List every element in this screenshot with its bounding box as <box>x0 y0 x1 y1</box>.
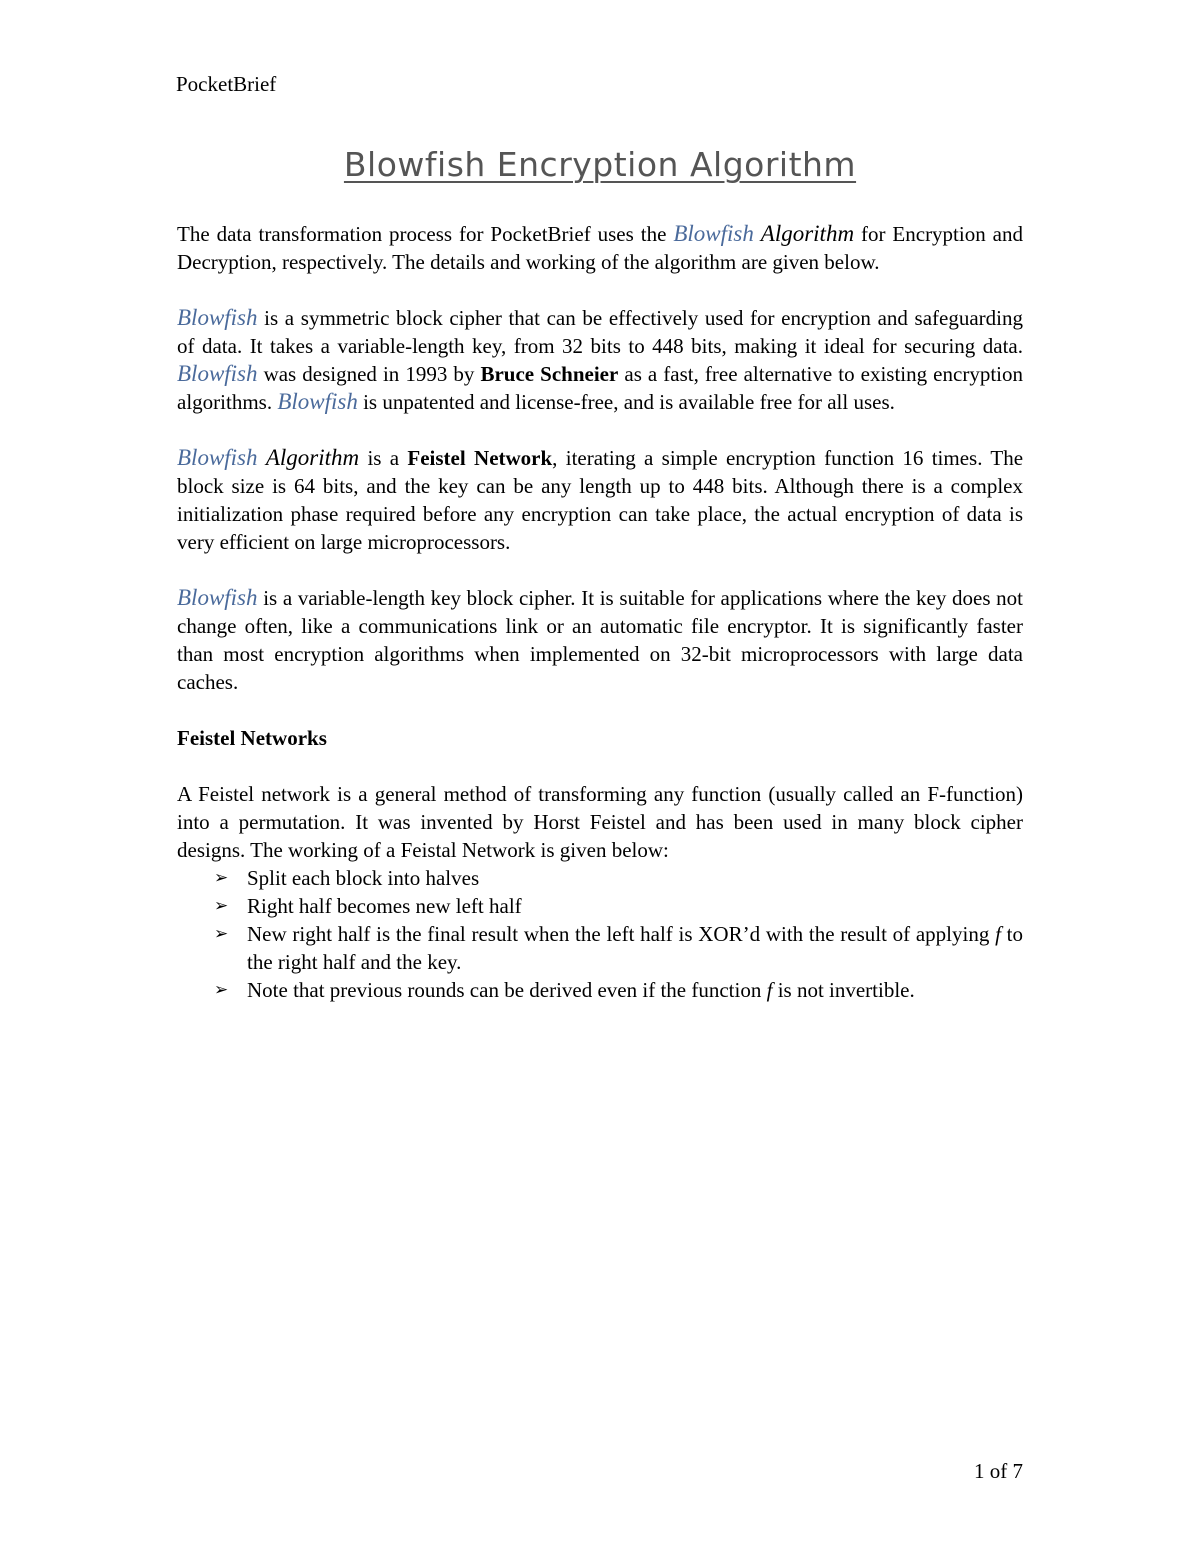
list-item-text: Right half becomes new left half <box>247 894 522 918</box>
list-item-text: New right half is the final result when the left half is XOR’d with the result of applying <box>247 922 996 946</box>
blowfish-term: Blowfish <box>177 585 258 610</box>
intro-text-2: for Encryption and Decryption, respectively. The details and working of the algorithm are given below. <box>177 222 1023 274</box>
overview-text-2: was designed in 1993 by <box>257 362 481 386</box>
arrow-bullet-icon: ➢ <box>214 924 229 944</box>
blowfish-overview-paragraph <box>177 304 1023 416</box>
list-item-text: Note that previous rounds can be derived even if the function <box>247 978 767 1002</box>
list-item <box>177 864 1023 892</box>
algorithm-term: Algorithm <box>265 445 360 470</box>
blowfish-term: Blowfish <box>673 221 754 246</box>
list-item-text: is not invertible. <box>772 978 915 1002</box>
function-symbol: f <box>766 978 773 1002</box>
function-symbol: f <box>995 922 1001 946</box>
list-item-text: Split each block into halves <box>247 866 480 890</box>
blowfish-term: Blowfish <box>177 445 258 470</box>
feistel-paragraph: A Feistel network is a general method of transforming any function (usually called an F-function) into a permutation. It was invented by Horst Feistel and has been used in many block cipher designs. The working of a Feistal Network is given below: <box>177 782 1023 862</box>
feistel-steps-list <box>177 864 1023 1004</box>
arrow-bullet-icon: ➢ <box>214 980 229 1000</box>
intro-paragraph <box>177 220 1023 276</box>
intro-text-1: The data transformation process for PocketBrief uses the <box>177 222 674 246</box>
blowfish-term: Blowfish <box>277 389 358 414</box>
overview-text-4: is unpatented and license-free, and is available free for all uses. <box>357 390 895 414</box>
key-cipher-paragraph <box>177 584 1023 696</box>
section-heading-feistel-networks: Feistel Networks <box>177 726 327 750</box>
feistel-summary-paragraph <box>177 444 1023 556</box>
summary-text-1: is a <box>359 446 408 470</box>
overview-text-3: as a fast, free alternative to existing encryption algorithms. <box>177 362 1023 414</box>
overview-text-1: is a symmetric block cipher that can be effectively used for encryption and safeguarding of data. It takes a variable-length key, from 32 bits to 448 bits, making it ideal for securing data. <box>177 306 1023 358</box>
key-cipher-text: is a variable-length key block cipher. It is suitable for applications where the key does not change often, like a communications link or an automatic file encryptor. It is significantly faster than most encryption algorithms when implemented on 32-bit microprocessors with large data caches. <box>177 586 1023 694</box>
document-title: Blowfish Encryption Algorithm <box>343 145 857 184</box>
document-body <box>177 220 1023 1004</box>
summary-text-2: , iterating a simple encryption function 16 times. The block size is 64 bits, and the key can be any length up to 448 bits. Although there is a complex initialization phase required before any encryption can take place, the actual encryption of data is very efficient on large microprocessors. <box>177 446 1024 554</box>
arrow-bullet-icon: ➢ <box>214 896 229 916</box>
list-item-text: to the right half and the key. <box>247 922 1023 974</box>
feistel-network-term: Feistel Network <box>407 446 553 470</box>
list-item <box>177 892 1023 920</box>
blowfish-term: Blowfish <box>177 361 258 386</box>
running-header: PocketBrief <box>176 72 277 96</box>
blowfish-term: Blowfish <box>177 305 258 330</box>
author-name: Bruce Schneier <box>480 362 619 386</box>
list-item <box>177 920 1023 976</box>
algorithm-term: Algorithm <box>760 221 855 246</box>
list-item <box>177 976 1023 1004</box>
arrow-bullet-icon: ➢ <box>214 868 229 888</box>
page-number: 1 of 7 <box>974 1459 1023 1483</box>
